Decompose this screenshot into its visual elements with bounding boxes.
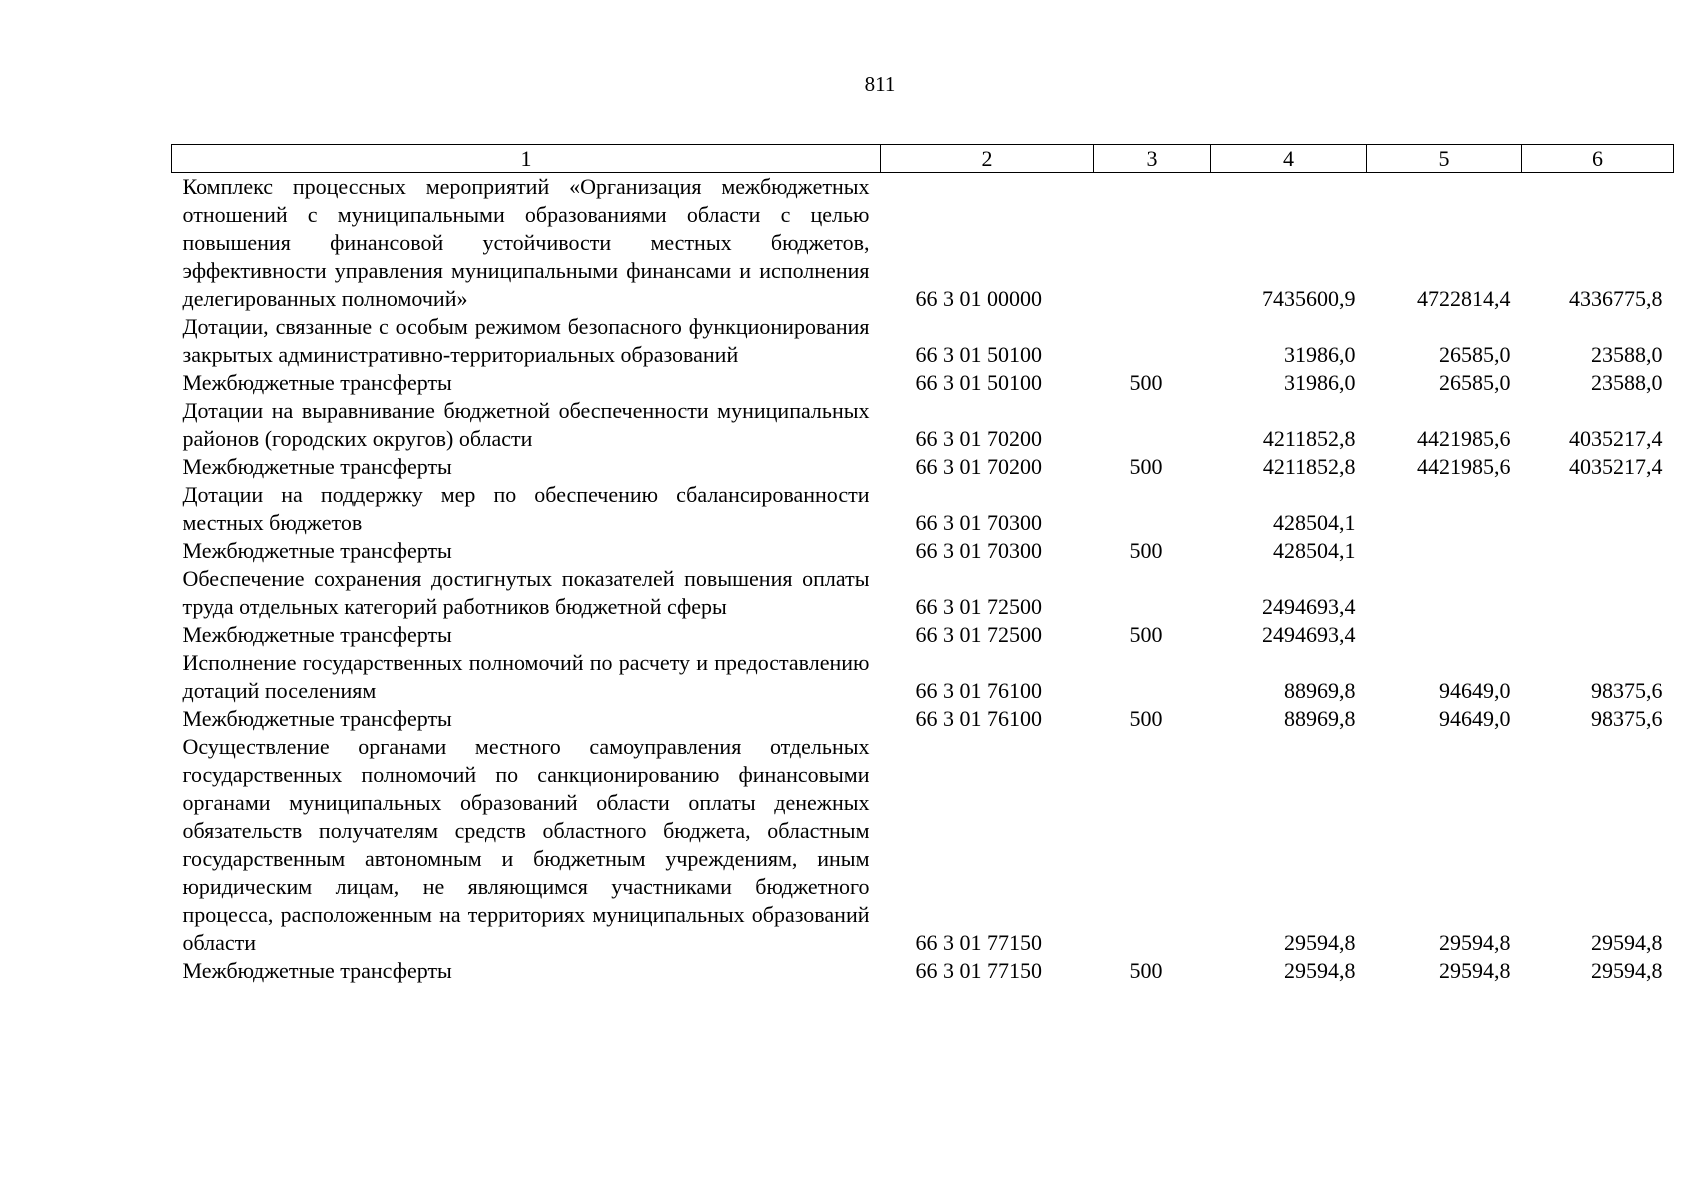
row-name-cell: Дотации, связанные с особым режимом безопасного функционирования закрытых административно-территориальных образований: [182, 314, 870, 367]
row-name-cell: Межбюджетные трансферты: [182, 538, 452, 563]
row-value-2-cell: [1367, 565, 1522, 621]
row-name-cell: Обеспечение сохранения достигнутых показателей повышения оплаты труда отдельных категорий работников бюджетной сферы: [182, 566, 870, 619]
row-code-cell: 66 3 01 00000: [915, 286, 1042, 311]
table-row: [172, 649, 1674, 705]
row-name-cell: Осуществление органами местного самоуправления отдельных государственных полномочий по санкционированию финансовыми органами муниципальных образований области оплаты денежных обязательств получателям средств областного бюджета, областным государственным автономным и бюджетным учреждениям, иным юридическим лицам, не являющимся участниками бюджетного процесса, расположенным на территориях муниципальных образований области: [182, 734, 870, 955]
row-value-1-cell: 29594,8: [1284, 958, 1356, 983]
column-header-2: 2: [881, 145, 1094, 173]
row-value-2-cell: 4421985,6: [1417, 426, 1511, 451]
row-value-2-cell: 4421985,6: [1417, 454, 1511, 479]
row-name-cell: Межбюджетные трансферты: [182, 622, 452, 647]
row-value-3-cell: 23588,0: [1591, 370, 1663, 395]
row-code-cell: 66 3 01 72500: [915, 622, 1042, 647]
row-value-3-cell: 98375,6: [1591, 706, 1663, 731]
row-value-1-cell: 31986,0: [1284, 370, 1356, 395]
row-value-3-cell: 4336775,8: [1569, 286, 1663, 311]
row-code-cell: 66 3 01 77150: [915, 958, 1042, 983]
row-value-3-cell: 4035217,4: [1569, 426, 1663, 451]
table-body: [172, 173, 1674, 986]
row-expense-type-cell: 500: [1129, 706, 1163, 731]
row-value-2-cell: 29594,8: [1439, 958, 1511, 983]
row-value-2-cell: 94649,0: [1439, 678, 1511, 703]
table-row: [172, 705, 1674, 733]
row-value-2-cell: 94649,0: [1439, 706, 1511, 731]
column-header-5: 5: [1367, 145, 1522, 173]
column-header-3: 3: [1094, 145, 1211, 173]
row-expense-type-cell: 500: [1129, 622, 1163, 647]
row-name-cell: Комплекс процессных мероприятий «Организация межбюджетных отношений с муниципальными образованиями области с целью повышения финансовой устойчивости местных бюджетов, эффективности управления муниципальными финансами и исполнения делегированных полномочий»: [182, 174, 870, 311]
row-value-1-cell: 428504,1: [1273, 538, 1356, 563]
table-row: [172, 453, 1674, 481]
row-expense-type-cell: [1094, 313, 1211, 369]
column-header-6: 6: [1522, 145, 1674, 173]
row-value-1-cell: 2494693,4: [1262, 594, 1356, 619]
row-code-cell: 66 3 01 76100: [915, 678, 1042, 703]
row-value-2-cell: 26585,0: [1439, 370, 1511, 395]
row-code-cell: 66 3 01 70300: [915, 510, 1042, 535]
table-header: [172, 145, 1674, 173]
row-expense-type-cell: [1094, 173, 1211, 314]
row-code-cell: 66 3 01 77150: [915, 930, 1042, 955]
row-name-cell: Межбюджетные трансферты: [182, 958, 452, 983]
row-code-cell: 66 3 01 50100: [915, 342, 1042, 367]
row-value-3-cell: 4035217,4: [1569, 454, 1663, 479]
header-row: [172, 145, 1674, 173]
row-name-cell: Дотации на поддержку мер по обеспечению сбалансированности местных бюджетов: [182, 482, 870, 535]
row-value-1-cell: 4211852,8: [1262, 426, 1356, 451]
row-expense-type-cell: [1094, 733, 1211, 957]
row-value-3-cell: 23588,0: [1591, 342, 1663, 367]
row-value-3-cell: [1522, 621, 1674, 649]
row-code-cell: 66 3 01 70200: [915, 454, 1042, 479]
row-value-1-cell: 31986,0: [1284, 342, 1356, 367]
table-row: [172, 537, 1674, 565]
table-row: [172, 369, 1674, 397]
row-name-cell: Межбюджетные трансферты: [182, 454, 452, 479]
column-header-4: 4: [1211, 145, 1367, 173]
table-row: [172, 481, 1674, 537]
row-code-cell: 66 3 01 76100: [915, 706, 1042, 731]
row-expense-type-cell: 500: [1129, 538, 1163, 563]
row-value-2-cell: 4722814,4: [1417, 286, 1511, 311]
row-code-cell: 66 3 01 72500: [915, 594, 1042, 619]
row-value-1-cell: 4211852,8: [1262, 454, 1356, 479]
table-row: [172, 733, 1674, 957]
table-row: [172, 565, 1674, 621]
row-name-cell: Межбюджетные трансферты: [182, 706, 452, 731]
page-number: 811: [864, 72, 896, 96]
row-expense-type-cell: [1094, 481, 1211, 537]
row-value-2-cell: [1367, 537, 1522, 565]
row-code-cell: 66 3 01 70300: [915, 538, 1042, 563]
row-value-1-cell: 428504,1: [1273, 510, 1356, 535]
table-row: [172, 957, 1674, 985]
row-value-1-cell: 88969,8: [1284, 706, 1356, 731]
table-row: [172, 173, 1674, 314]
row-value-1-cell: 2494693,4: [1262, 622, 1356, 647]
row-expense-type-cell: 500: [1129, 454, 1163, 479]
table-row: [172, 397, 1674, 453]
budget-table: [171, 144, 1674, 985]
row-expense-type-cell: [1094, 649, 1211, 705]
row-value-1-cell: 7435600,9: [1262, 286, 1356, 311]
row-value-3-cell: [1522, 565, 1674, 621]
row-value-3-cell: [1522, 481, 1674, 537]
table-row: [172, 621, 1674, 649]
row-expense-type-cell: [1094, 397, 1211, 453]
row-code-cell: 66 3 01 50100: [915, 370, 1042, 395]
row-value-2-cell: 29594,8: [1439, 930, 1511, 955]
row-value-1-cell: 29594,8: [1284, 930, 1356, 955]
row-value-3-cell: 29594,8: [1591, 930, 1663, 955]
row-expense-type-cell: 500: [1129, 370, 1163, 395]
row-name-cell: Дотации на выравнивание бюджетной обеспеченности муниципальных районов (городских округов) области: [182, 398, 870, 451]
row-value-3-cell: 29594,8: [1591, 958, 1663, 983]
row-expense-type-cell: [1094, 565, 1211, 621]
row-name-cell: Исполнение государственных полномочий по расчету и предоставлению дотаций поселениям: [182, 650, 870, 703]
budget-table-container: [171, 144, 1673, 985]
column-header-1: 1: [172, 145, 881, 173]
row-name-cell: Межбюджетные трансферты: [182, 370, 452, 395]
row-value-2-cell: 26585,0: [1439, 342, 1511, 367]
row-value-2-cell: [1367, 621, 1522, 649]
row-value-1-cell: 88969,8: [1284, 678, 1356, 703]
row-value-2-cell: [1367, 481, 1522, 537]
row-value-3-cell: [1522, 537, 1674, 565]
row-value-3-cell: 98375,6: [1591, 678, 1663, 703]
row-code-cell: 66 3 01 70200: [915, 426, 1042, 451]
table-row: [172, 313, 1674, 369]
row-expense-type-cell: 500: [1129, 958, 1163, 983]
